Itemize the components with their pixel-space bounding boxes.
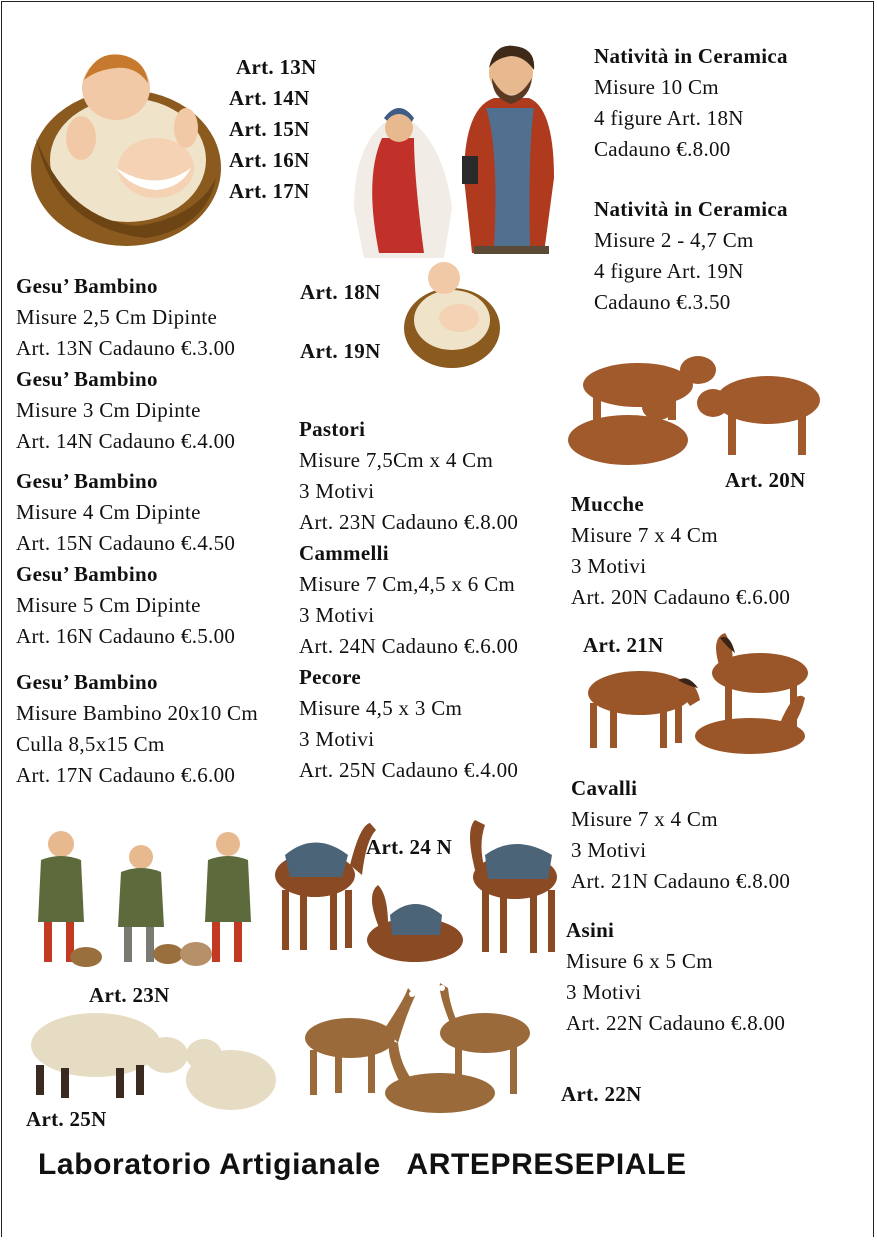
cavalli-block [571,773,790,897]
gesu-1-measure: Misure 2,5 Cm Dipinte [16,305,218,329]
nativita-2-measure: Misure 2 - 4,7 Cm [594,228,754,252]
asini-title: Asini [566,918,615,942]
baby-jesus-crib-image [16,28,221,253]
gesu-4-title: Gesu’ Bambino [16,562,158,586]
art-22n-label: Art. 22N [561,1082,642,1106]
art-25n-label: Art. 25N [26,1107,107,1131]
cows-image [558,345,833,475]
cammelli-measure: Misure 7 Cm,4,5 x 6 Cm [299,572,516,596]
gesu-block-1 [16,271,235,364]
nativita-1-measure: Misure 10 Cm [594,75,719,99]
cavalli-title: Cavalli [571,776,638,800]
footer-brand [38,1148,687,1182]
asini-measure: Misure 6 x 5 Cm [566,949,713,973]
gesu-block-4 [16,559,235,652]
pecore-measure: Misure 4,5 x 3 Cm [299,696,463,720]
cavalli-price: Art. 21N Cadauno €.8.00 [571,869,791,893]
gesu-3-price: Art. 15N Cadauno €.4.50 [16,531,236,555]
pastori-measure: Misure 7,5Cm x 4 Cm [299,448,494,472]
mucche-price: Art. 20N Cadauno €.6.00 [571,585,791,609]
gesu-block-2 [16,364,235,457]
nativita-block-1 [594,41,788,165]
art-23n-label: Art. 23N [89,983,170,1007]
footer-lab-name: Laboratorio Artigianale [38,1148,381,1181]
pastori-block [299,414,518,538]
art-15n-label: Art. 15N [229,117,310,141]
gesu-2-title: Gesu’ Bambino [16,367,158,391]
donkeys-image [290,978,545,1123]
nativita-2-price: Cadauno €.3.50 [594,290,731,314]
gesu-block-5 [16,667,258,791]
nativita-1-title: Natività in Ceramica [594,44,788,68]
pecore-block [299,662,518,786]
cavalli-measure: Misure 7 x 4 Cm [571,807,718,831]
art-14n-label: Art. 14N [229,86,310,110]
cammelli-price: Art. 24N Cadauno €.6.00 [299,634,519,658]
pecore-price: Art. 25N Cadauno €.4.00 [299,758,519,782]
art-21n-label: Art. 21N [583,633,664,657]
gesu-5-measure: Misure Bambino 20x10 Cm [16,701,258,725]
gesu-3-measure: Misure 4 Cm Dipinte [16,500,201,524]
art-24n-label: Art. 24 N [366,835,453,859]
gesu-5-price: Art. 17N Cadauno €.6.00 [16,763,236,787]
nativita-1-figures: 4 figure Art. 18N [594,106,744,130]
cavalli-motifs: 3 Motivi [571,838,647,862]
pastori-price: Art. 23N Cadauno €.8.00 [299,510,519,534]
mucche-measure: Misure 7 x 4 Cm [571,523,718,547]
gesu-4-price: Art. 16N Cadauno €.5.00 [16,624,236,648]
gesu-3-title: Gesu’ Bambino [16,469,158,493]
art-18n-label: Art. 18N [300,280,381,304]
nativita-1-price: Cadauno €.8.00 [594,137,731,161]
gesu-5-crib: Culla 8,5x15 Cm [16,732,165,756]
nativity-figures-image [344,38,589,373]
gesu-2-price: Art. 14N Cadauno €.4.00 [16,429,236,453]
cammelli-block [299,538,518,662]
pastori-title: Pastori [299,417,366,441]
art-19n-label: Art. 19N [300,339,381,363]
art-20n-label: Art. 20N [725,468,806,492]
mucche-motifs: 3 Motivi [571,554,647,578]
nativita-block-2 [594,194,788,318]
asini-price: Art. 22N Cadauno €.8.00 [566,1011,786,1035]
pecore-motifs: 3 Motivi [299,727,375,751]
mucche-title: Mucche [571,492,644,516]
nativita-2-figures: 4 figure Art. 19N [594,259,744,283]
footer-brand-name: ARTEPRESEPIALE [406,1148,687,1181]
art-17n-label: Art. 17N [229,179,310,203]
asini-motifs: 3 Motivi [566,980,642,1004]
pecore-title: Pecore [299,665,362,689]
gesu-block-3 [16,466,235,559]
shepherds-image [16,822,271,977]
mucche-block [571,489,790,613]
gesu-4-measure: Misure 5 Cm Dipinte [16,593,201,617]
gesu-5-title: Gesu’ Bambino [16,670,158,694]
gesu-2-measure: Misure 3 Cm Dipinte [16,398,201,422]
art-13n-label: Art. 13N [236,55,317,79]
gesu-1-price: Art. 13N Cadauno €.3.00 [16,336,236,360]
cammelli-motifs: 3 Motivi [299,603,375,627]
gesu-1-title: Gesu’ Bambino [16,274,158,298]
art-16n-label: Art. 16N [229,148,310,172]
nativita-2-title: Natività in Ceramica [594,197,788,221]
cammelli-title: Cammelli [299,541,389,565]
pastori-motifs: 3 Motivi [299,479,375,503]
asini-block [566,915,785,1039]
sheep-image [16,1000,278,1120]
